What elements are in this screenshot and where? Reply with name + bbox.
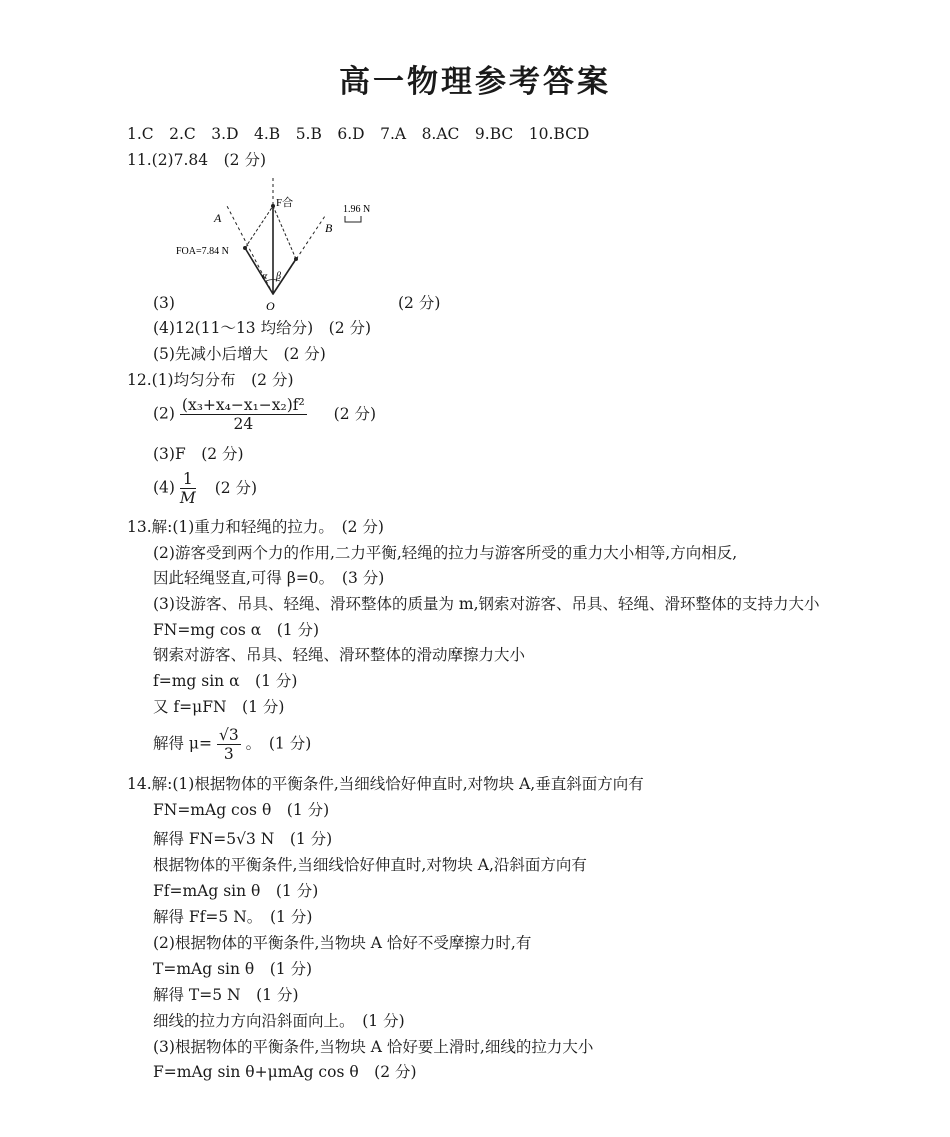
q13-line4: (3)设游客、吊具、轻绳、滑环整体的质量为 m,钢索对游客、吊具、轻绳、滑环整体的支持力大小	[153, 595, 820, 613]
force-oa-arrow	[245, 248, 273, 294]
beta-label: β	[276, 271, 281, 282]
q12-part4: (4) $\frac{1}{M}$ (2 分)	[153, 470, 258, 507]
answers-1-10: 1.C 2.C 3.D 4.B 5.B 6.D 7.A 8.AC 9.BC 10.BCD	[127, 125, 590, 143]
q14-line4: 根据物体的平衡条件,当细线恰好伸直时,对物块 A,沿斜面方向有	[153, 856, 587, 874]
label-a: A	[214, 211, 222, 225]
q12-fraction: $\frac{\text{(x₃+x₄−x₁−x₂)f²}}{24}$	[181, 396, 305, 433]
q13-line1: 13.解:(1)重力和轻绳的拉力。 (2 分)	[127, 518, 384, 536]
force-diagram	[170, 176, 400, 316]
q14-line12: F=mAg sin θ+μmAg cos θ (2 分)	[153, 1063, 417, 1081]
q14-line1: 14.解:(1)根据物体的平衡条件,当细线恰好伸直时,对物块 A,垂直斜面方向有	[127, 775, 644, 793]
q14-line7: (2)根据物体的平衡条件,当物块 A 恰好不受摩擦力时,有	[153, 934, 532, 952]
q13-line2: (2)游客受到两个力的作用,二力平衡,轻绳的拉力与游客所受的重力大小相等,方向相反,	[153, 544, 738, 562]
q11-part4: (4)12(11～13 均给分) (2 分)	[153, 319, 372, 337]
f-resultant-label: F合	[276, 197, 294, 209]
q11-part2: 11.(2)7.84 (2 分)	[127, 151, 267, 169]
scale-bar	[345, 216, 361, 222]
q11-part3-score: (2 分)	[398, 294, 441, 312]
q14-line3: 解得 FN=5√3 N (1 分)	[153, 830, 333, 848]
alpha-label: α	[262, 271, 268, 282]
foa-label: FOA=7.84 N	[176, 246, 229, 257]
q14-line5: Ff=mAg sin θ (1 分)	[153, 882, 319, 900]
label-o: O	[266, 299, 275, 313]
q13-line3: 因此轻绳竖直,可得 β=0。 (3 分)	[153, 569, 385, 587]
q12-fraction-1-over-m: $\frac{1}{M}$	[179, 470, 196, 507]
q13-line9: 解得 μ= $\frac{√3}{3}$ 。 (1 分)	[153, 726, 312, 763]
q12-part3: (3)F (2 分)	[153, 445, 244, 463]
parallelogram-edge-1	[245, 206, 273, 248]
q14-line9: 解得 T=5 N (1 分)	[153, 986, 299, 1004]
q14-line2: FN=mAg cos θ (1 分)	[153, 801, 330, 819]
q12-part2: (2) $\frac{\text{(x₃+x₄−x₁−x₂)f²}}{24}$ (2 分)	[153, 396, 377, 433]
q14-line10: 细线的拉力方向沿斜面向上。 (1 分)	[153, 1012, 405, 1030]
q14-line11: (3)根据物体的平衡条件,当物块 A 恰好要上滑时,细线的拉力大小	[153, 1038, 594, 1056]
q13-line7: f=mg sin α (1 分)	[153, 672, 298, 690]
mu-fraction: $\frac{√3}{3}$	[218, 726, 239, 763]
page-title: 高一物理参考答案	[339, 64, 611, 100]
q11-part5: (5)先减小后增大 (2 分)	[153, 345, 326, 363]
q14-line8: T=mAg sin θ (1 分)	[153, 960, 313, 978]
q14-line6: 解得 Ff=5 N。 (1 分)	[153, 908, 313, 926]
label-b: B	[325, 221, 333, 235]
q13-line8: 又 f=μFN (1 分)	[153, 698, 285, 716]
q13-line6: 钢索对游客、吊具、轻绳、滑环整体的滑动摩擦力大小	[153, 646, 526, 664]
q13-line5: FN=mg cos α (1 分)	[153, 621, 320, 639]
q11-part3-label: (3)	[153, 294, 175, 312]
scale-label: 1.96 N	[343, 204, 371, 215]
parallelogram-edge-2	[273, 206, 296, 259]
q12-part1: 12.(1)均匀分布 (2 分)	[127, 371, 294, 389]
